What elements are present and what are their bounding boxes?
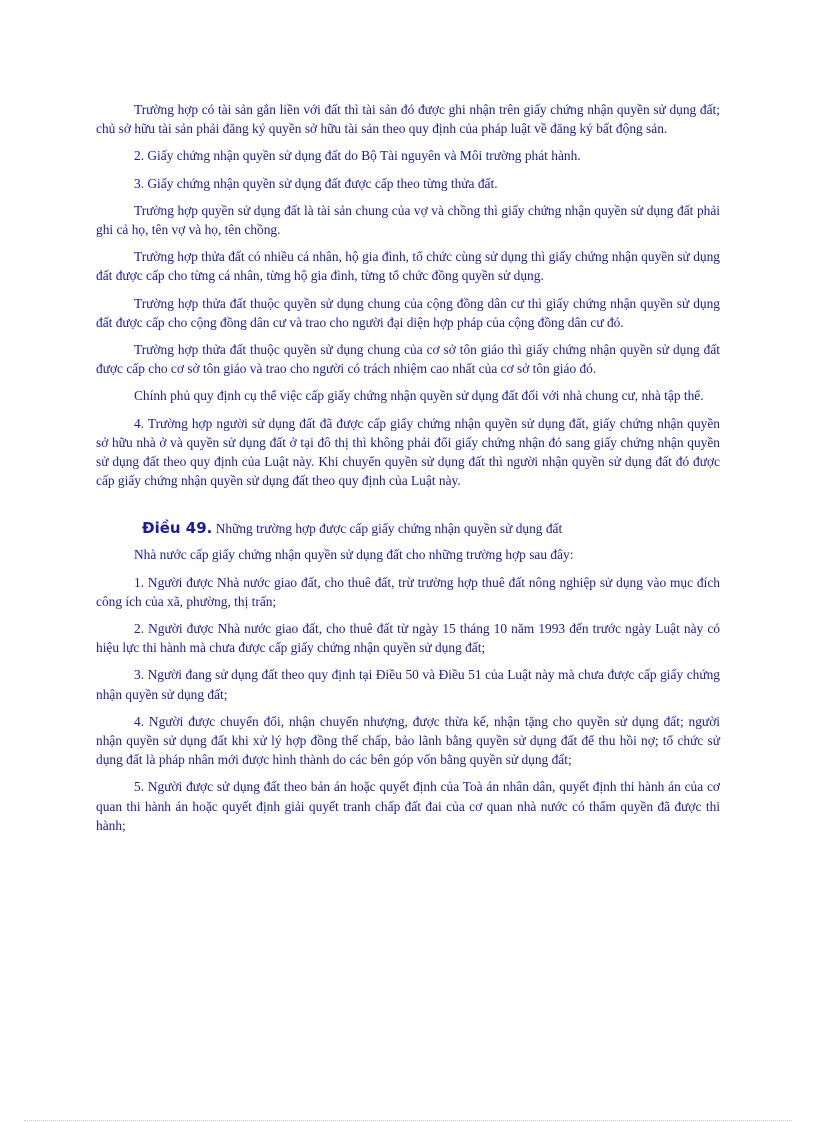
paragraph-clause-2: 2. Giấy chứng nhận quyền sử dụng đất do Bộ Tài nguyên và Môi trường phát hành.	[134, 148, 581, 164]
paragraph-multiple-users: Trường hợp thửa đất có nhiều cá nhân, hộ gia đình, tổ chức cùng sử dụng thì giấy chứng nhận quyền sử dụng đất được cấp cho từng cá nhân, từng hộ gia đình, từng tổ chức đồng quyền sử dụng.	[96, 249, 720, 284]
paragraph-article-item-5: 5. Người được sử dụng đất theo bản án hoặc quyết định của Toà án nhân dân, quyết định thi hành án của cơ quan thi hành án hoặc quyết định giải quyết tranh chấp đất đai của cơ quan nhà nước có thẩm quyền đã được thi hành;	[96, 779, 720, 833]
paragraph-article-item-4: 4. Người được chuyển đổi, nhận chuyển nhượng, được thừa kế, nhận tặng cho quyền sử dụng đất; người nhận quyền sử dụng đất khi xử lý hợp đồng thế chấp, bảo lãnh bằng quyền sử dụng đất để thu hồi nợ; tổ chức sử dụng đất là pháp nhân mới được hình thành do các bên góp vốn bằng quyền sử dụng đất;	[96, 713, 720, 768]
paragraph-assets-on-land: Trường hợp có tài sản gắn liền với đất thì tài sản đó được ghi nhận trên giấy chứng nhận quyền sử dụng đất; chủ sở hữu tài sản phải đăng ký quyền sở hữu tài sản theo quy định của pháp luật về đăng ký bất động sản.	[96, 102, 720, 137]
paragraph-article-item-1: 1. Người được Nhà nước giao đất, cho thuê đất, trừ trường hợp thuê đất nông nghiệp sử dụng vào mục đích công ích của xã, phường, thị trấn;	[96, 574, 720, 609]
paragraph-apartment-rule: Chính phủ quy định cụ thể việc cấp giấy chứng nhận quyền sử dụng đất đối với nhà chung cư, nhà tập thể.	[134, 388, 704, 404]
paragraph-clause-3: 3. Giấy chứng nhận quyền sử dụng đất được cấp theo từng thửa đất.	[134, 175, 498, 191]
paragraph-article-item-3: 3. Người đang sử dụng đất theo quy định tại Điều 50 và Điều 51 của Luật này mà chưa được cấp giấy chứng nhận quyền sử dụng đất;	[96, 667, 720, 702]
paragraph-clause-4: 4. Trường hợp người sử dụng đất đã được cấp giấy chứng nhận quyền sử dụng đất, giấy chứng nhận quyền sở hữu nhà ở và quyền sử dụng đất ở tại đô thị thì không phải đổi giấy chứng nhận đó sang giấy chứng nhận quyền sử dụng đất theo quy định của Luật này. Khi chuyển quyền sử dụng đất thì người nhận quyền sử dụng đất đó được cấp giấy chứng nhận quyền sử dụng đất theo quy định của Luật này.	[96, 415, 720, 489]
document-page	[96, 100, 720, 843]
page-bottom-divider	[24, 1120, 792, 1121]
article-title: Những trường hợp được cấp giấy chứng nhận quyền sử dụng đất	[215, 521, 563, 537]
article-number: Điều 49.	[142, 519, 213, 538]
paragraph-religious-land: Trường hợp thửa đất thuộc quyền sử dụng chung của cơ sở tôn giáo thì giấy chứng nhận quyền sử dụng đất được cấp cho cơ sở tôn giáo và trao cho người có trách nhiệm cao nhất của cơ sở tôn giáo đó.	[96, 342, 720, 377]
paragraph-article-intro: Nhà nước cấp giấy chứng nhận quyền sử dụng đất cho những trường hợp sau đây:	[134, 547, 574, 563]
article-heading	[96, 518, 720, 539]
paragraph-community-land: Trường hợp thửa đất thuộc quyền sử dụng chung của cộng đồng dân cư thì giấy chứng nhận quyền sử dụng đất được cấp cho cộng đồng dân cư và trao cho người đại diện hợp pháp của cộng đồng dân cư đó.	[96, 295, 720, 330]
paragraph-article-item-2: 2. Người được Nhà nước giao đất, cho thuê đất từ ngày 15 tháng 10 năm 1993 đến trước ngày Luật này có hiệu lực thi hành mà chưa được cấp giấy chứng nhận quyền sử dụng đất;	[96, 621, 720, 656]
paragraph-joint-spouses: Trường hợp quyền sử dụng đất là tài sản chung của vợ và chồng thì giấy chứng nhận quyền sử dụng đất phải ghi cả họ, tên vợ và họ, tên chồng.	[96, 202, 720, 238]
